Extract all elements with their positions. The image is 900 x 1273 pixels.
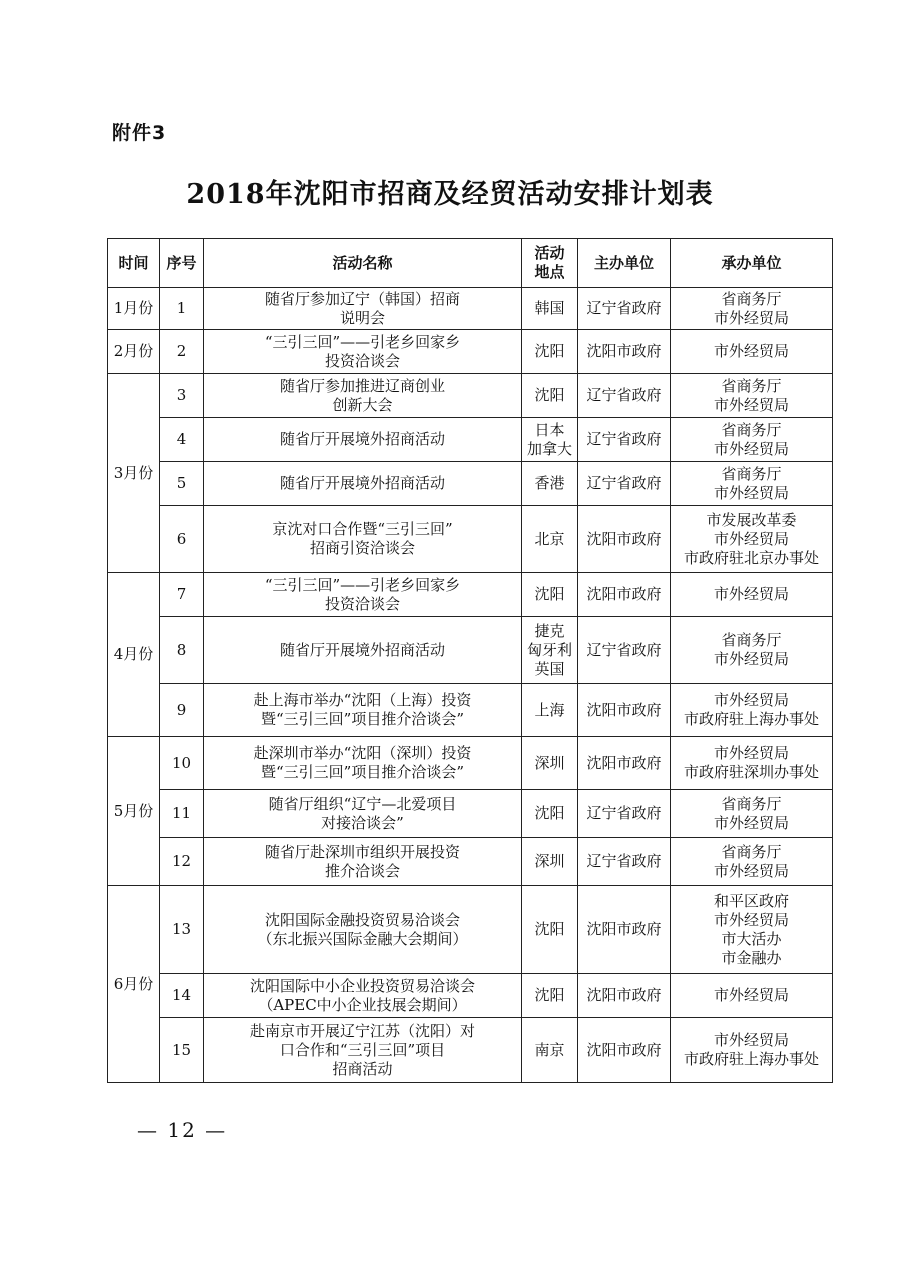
table-row (108, 418, 833, 462)
month-cell: 4月份 (108, 573, 160, 737)
serial-cell: 2 (160, 330, 204, 374)
organizer-cell: 市外经贸局 市政府驻深圳办事处 (671, 737, 833, 790)
host-cell: 辽宁省政府 (578, 418, 671, 462)
page-number: — 12 — (137, 1118, 228, 1142)
activity-name-cell: 赴深圳市举办“沈阳（深圳）投资 暨“三引三回”项目推介洽谈会” (204, 737, 522, 790)
serial-cell: 13 (160, 886, 204, 974)
table-row (108, 790, 833, 838)
header-no: 序号 (160, 239, 204, 288)
serial-cell: 10 (160, 737, 204, 790)
host-cell: 沈阳市政府 (578, 974, 671, 1018)
table-row (108, 737, 833, 790)
host-cell: 沈阳市政府 (578, 1018, 671, 1083)
table-row (108, 974, 833, 1018)
activity-name-cell: 赴上海市举办“沈阳（上海）投资 暨“三引三回”项目推介洽谈会” (204, 684, 522, 737)
organizer-cell: 省商务厅 市外经贸局 (671, 617, 833, 684)
host-cell: 沈阳市政府 (578, 573, 671, 617)
location-cell: 韩国 (522, 288, 578, 330)
activity-name-cell: 京沈对口合作暨“三引三回” 招商引资洽谈会 (204, 506, 522, 573)
table-row (108, 684, 833, 737)
location-cell: 沈阳 (522, 573, 578, 617)
month-cell: 3月份 (108, 374, 160, 573)
serial-cell: 12 (160, 838, 204, 886)
activity-plan-table (107, 238, 833, 1083)
month-cell: 1月份 (108, 288, 160, 330)
serial-cell: 1 (160, 288, 204, 330)
host-cell: 辽宁省政府 (578, 838, 671, 886)
month-cell: 6月份 (108, 886, 160, 1083)
header-organizer: 承办单位 (671, 239, 833, 288)
serial-cell: 4 (160, 418, 204, 462)
location-cell: 香港 (522, 462, 578, 506)
activity-name-cell: 随省厅开展境外招商活动 (204, 462, 522, 506)
host-cell: 辽宁省政府 (578, 617, 671, 684)
serial-cell: 14 (160, 974, 204, 1018)
serial-cell: 3 (160, 374, 204, 418)
activity-name-cell: “三引三回”——引老乡回家乡 投资洽谈会 (204, 330, 522, 374)
table-row (108, 506, 833, 573)
activity-name-cell: 沈阳国际金融投资贸易洽谈会 （东北振兴国际金融大会期间） (204, 886, 522, 974)
activity-name-cell: “三引三回”——引老乡回家乡 投资洽谈会 (204, 573, 522, 617)
serial-cell: 11 (160, 790, 204, 838)
serial-cell: 5 (160, 462, 204, 506)
table-row (108, 573, 833, 617)
table-row (108, 288, 833, 330)
location-cell: 南京 (522, 1018, 578, 1083)
organizer-cell: 省商务厅 市外经贸局 (671, 374, 833, 418)
serial-cell: 6 (160, 506, 204, 573)
organizer-cell: 市外经贸局 (671, 974, 833, 1018)
host-cell: 沈阳市政府 (578, 506, 671, 573)
attachment-label: 附件3 (112, 122, 167, 144)
organizer-cell: 市发展改革委 市外经贸局 市政府驻北京办事处 (671, 506, 833, 573)
host-cell: 辽宁省政府 (578, 790, 671, 838)
organizer-cell: 省商务厅 市外经贸局 (671, 288, 833, 330)
table-row (108, 330, 833, 374)
host-cell: 辽宁省政府 (578, 288, 671, 330)
organizer-cell: 市外经贸局 市政府驻上海办事处 (671, 1018, 833, 1083)
header-name: 活动名称 (204, 239, 522, 288)
host-cell: 辽宁省政府 (578, 374, 671, 418)
location-cell: 深圳 (522, 838, 578, 886)
table-row (108, 1018, 833, 1083)
month-cell: 5月份 (108, 737, 160, 886)
location-cell: 深圳 (522, 737, 578, 790)
activity-name-cell: 随省厅参加推进辽商创业 创新大会 (204, 374, 522, 418)
serial-cell: 8 (160, 617, 204, 684)
table-row (108, 838, 833, 886)
header-time: 时间 (108, 239, 160, 288)
table-row (108, 886, 833, 974)
organizer-cell: 省商务厅 市外经贸局 (671, 838, 833, 886)
activity-name-cell: 随省厅开展境外招商活动 (204, 617, 522, 684)
table-header-row (108, 239, 833, 288)
activity-name-cell: 赴南京市开展辽宁江苏（沈阳）对 口合作和“三引三回”项目 招商活动 (204, 1018, 522, 1083)
location-cell: 上海 (522, 684, 578, 737)
location-cell: 捷克 匈牙利 英国 (522, 617, 578, 684)
host-cell: 沈阳市政府 (578, 886, 671, 974)
host-cell: 沈阳市政府 (578, 737, 671, 790)
location-cell: 沈阳 (522, 374, 578, 418)
page-title: 2018年沈阳市招商及经贸活动安排计划表 (186, 179, 714, 210)
organizer-cell: 市外经贸局 市政府驻上海办事处 (671, 684, 833, 737)
organizer-cell: 和平区政府 市外经贸局 市大活办 市金融办 (671, 886, 833, 974)
serial-cell: 15 (160, 1018, 204, 1083)
location-cell: 沈阳 (522, 886, 578, 974)
table-row (108, 617, 833, 684)
location-cell: 北京 (522, 506, 578, 573)
host-cell: 沈阳市政府 (578, 330, 671, 374)
organizer-cell: 省商务厅 市外经贸局 (671, 790, 833, 838)
location-cell: 沈阳 (522, 790, 578, 838)
host-cell: 辽宁省政府 (578, 462, 671, 506)
host-cell: 沈阳市政府 (578, 684, 671, 737)
location-cell: 沈阳 (522, 974, 578, 1018)
activity-name-cell: 沈阳国际中小企业投资贸易洽谈会 （APEC中小企业技展会期间） (204, 974, 522, 1018)
serial-cell: 9 (160, 684, 204, 737)
organizer-cell: 市外经贸局 (671, 573, 833, 617)
activity-name-cell: 随省厅开展境外招商活动 (204, 418, 522, 462)
activity-name-cell: 随省厅参加辽宁（韩国）招商 说明会 (204, 288, 522, 330)
organizer-cell: 省商务厅 市外经贸局 (671, 462, 833, 506)
header-location: 活动 地点 (522, 239, 578, 288)
activity-name-cell: 随省厅赴深圳市组织开展投资 推介洽谈会 (204, 838, 522, 886)
serial-cell: 7 (160, 573, 204, 617)
location-cell: 沈阳 (522, 330, 578, 374)
header-host: 主办单位 (578, 239, 671, 288)
month-cell: 2月份 (108, 330, 160, 374)
table-row (108, 374, 833, 418)
location-cell: 日本 加拿大 (522, 418, 578, 462)
table-row (108, 462, 833, 506)
activity-name-cell: 随省厅组织“辽宁—北爱项目 对接洽谈会” (204, 790, 522, 838)
organizer-cell: 省商务厅 市外经贸局 (671, 418, 833, 462)
organizer-cell: 市外经贸局 (671, 330, 833, 374)
